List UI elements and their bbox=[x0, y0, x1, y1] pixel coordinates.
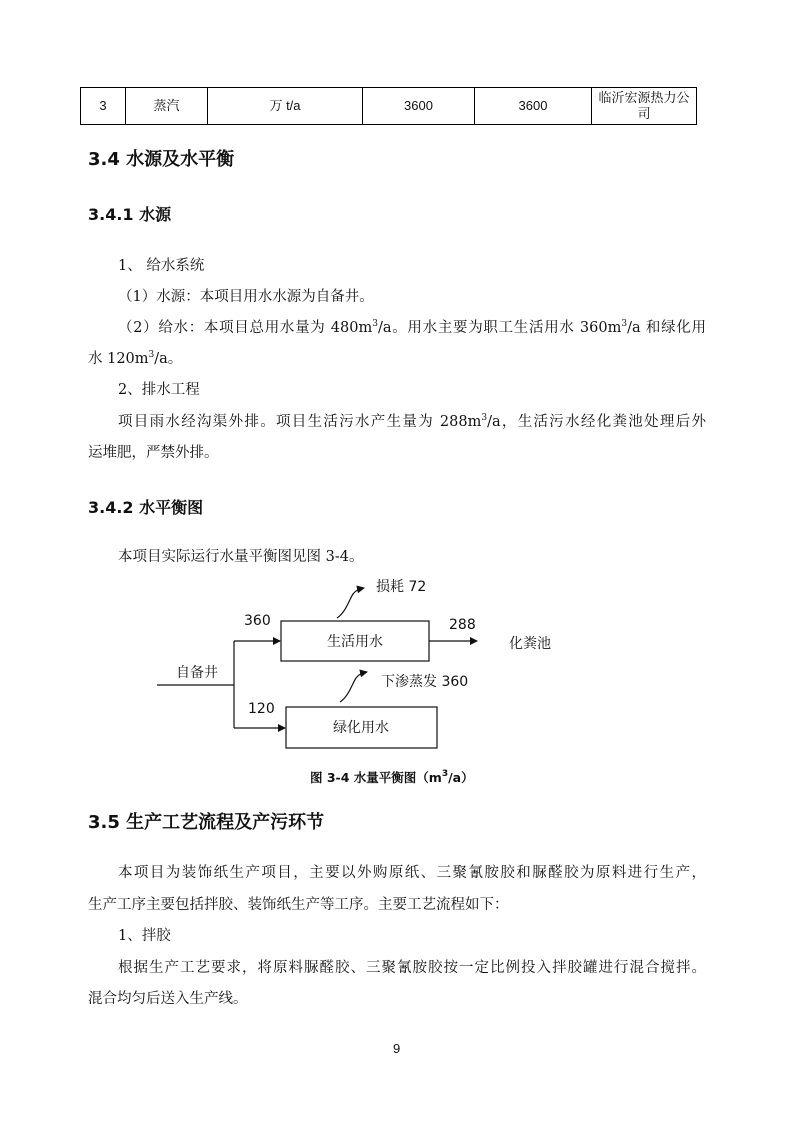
label-source: 自备井 bbox=[176, 665, 218, 681]
balance-intro: 本项目实际运行水量平衡图见图 3-4。 bbox=[118, 549, 364, 565]
superscript: 3 bbox=[441, 769, 449, 779]
mix-line1: 根据生产工艺要求，将原料脲醛胶、三聚氰胺胶按一定比例投入拌胶罐进行混合搅拌。 bbox=[118, 960, 706, 976]
label-loss-domestic: 损耗 72 bbox=[376, 579, 427, 595]
table-cell-design: 3600 bbox=[363, 88, 475, 125]
label-box-green: 绿化用水 bbox=[333, 720, 389, 736]
text-span: （2）给水：本项目总用水量为 480m bbox=[118, 320, 373, 336]
mix-title: 1、拌胶 bbox=[118, 928, 171, 944]
label-loss-green: 下渗蒸发 360 bbox=[381, 674, 469, 690]
drain-title: 2、排水工程 bbox=[118, 382, 200, 398]
table-cell-actual: 3600 bbox=[475, 88, 592, 125]
table-cell-name: 蒸汽 bbox=[126, 88, 208, 125]
superscript: 3 bbox=[372, 319, 378, 329]
text-span: 项目雨水经沟渠外排。项目生活污水产生量为 288m bbox=[118, 414, 482, 430]
water-balance-diagram bbox=[0, 570, 794, 770]
table-cell-source bbox=[592, 88, 697, 125]
supply-title: 1、 给水系统 bbox=[118, 258, 205, 274]
label-box-domestic: 生活用水 bbox=[327, 634, 383, 650]
label-sink: 化粪池 bbox=[509, 636, 551, 652]
process-line1: 本项目为装饰纸生产项目，主要以外购原纸、三聚氰胺胶和脲醛胶为原料进行生产， bbox=[118, 865, 706, 881]
superscript: 3 bbox=[481, 413, 488, 423]
text-span: /a） bbox=[448, 770, 474, 785]
text-span: 水 120m bbox=[88, 351, 149, 367]
table-row bbox=[81, 88, 697, 125]
mix-line2: 混合均匀后送入生产线。 bbox=[88, 991, 248, 1007]
drain-line2: 运堆肥，严禁外排。 bbox=[88, 445, 219, 461]
page-number: 9 bbox=[393, 1041, 401, 1056]
label-flow-out: 288 bbox=[449, 617, 476, 633]
text-span: /a。 bbox=[154, 351, 183, 367]
text-span: /a 和绿化用 bbox=[627, 320, 706, 336]
table-cell-source-line1: 临沂宏源热力公 bbox=[598, 90, 690, 105]
arrow-loss-domestic bbox=[337, 588, 364, 618]
table-cell-unit: 万 t/a bbox=[208, 88, 363, 125]
supply-water-line2 bbox=[88, 349, 182, 369]
section-heading-3-4: 3.4 水源及水平衡 bbox=[88, 149, 235, 170]
section-heading-3-5: 3.5 生产工艺流程及产污环节 bbox=[88, 812, 325, 833]
table-cell-no: 3 bbox=[81, 88, 126, 125]
text-span: /a。用水主要为职工生活用水 360m bbox=[377, 320, 622, 336]
arrow-loss-green bbox=[340, 672, 367, 702]
label-flow-green: 120 bbox=[248, 701, 275, 717]
material-table bbox=[80, 87, 697, 125]
text-span: /a，生活污水经化粪池处理后外 bbox=[487, 414, 706, 430]
drain-line1 bbox=[118, 412, 706, 432]
section-heading-3-4-1: 3.4.1 水源 bbox=[88, 205, 172, 224]
superscript: 3 bbox=[621, 319, 628, 329]
superscript: 3 bbox=[148, 350, 155, 360]
section-heading-3-4-2: 3.4.2 水平衡图 bbox=[88, 498, 204, 517]
label-flow-domestic: 360 bbox=[244, 613, 271, 629]
supply-source: （1）水源：本项目用水水源为自备井。 bbox=[118, 289, 374, 305]
figure-caption bbox=[310, 768, 474, 786]
text-span: 图 3-4 水量平衡图（m bbox=[310, 770, 442, 785]
table-cell-source-line2: 司 bbox=[637, 106, 651, 121]
supply-water-line1 bbox=[118, 318, 706, 338]
process-line2: 生产工序主要包括拌胶、装饰纸生产等工序。主要工艺流程如下： bbox=[88, 897, 509, 913]
